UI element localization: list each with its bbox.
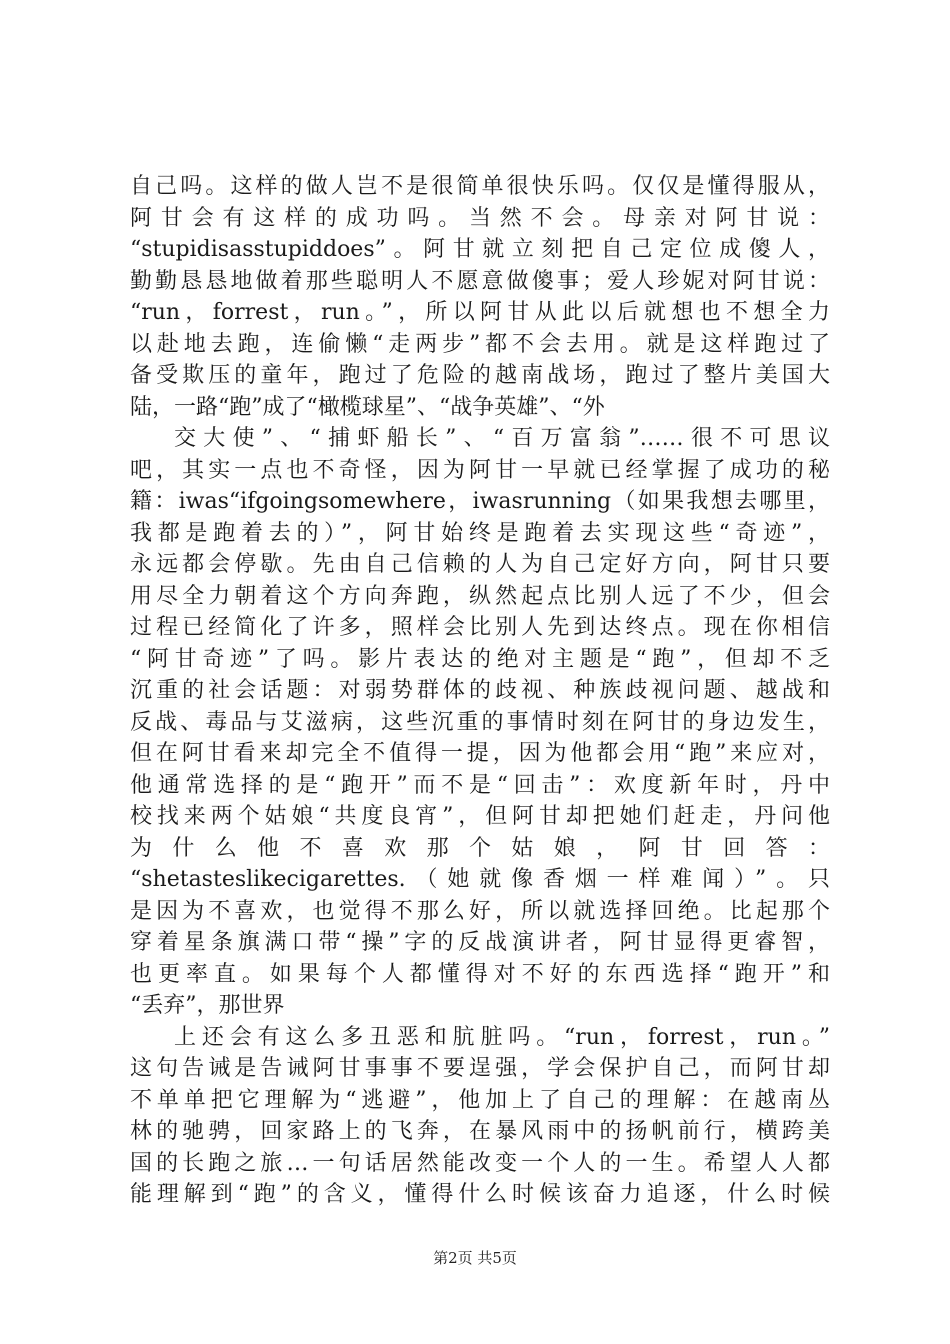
text-line: 校找来两个姑娘“共度良宵”，但阿甘却把她们赶走，丹问他: [130, 804, 830, 829]
text-line: 备受欺压的童年，跑过了危险的越南战场，跑过了整片美国大: [130, 363, 830, 388]
text-line: 也更率直。如果每个人都懂得对不好的东西选择“跑开”和: [130, 961, 830, 987]
text-line: “stupidisasstupiddoes”。阿甘就立刻把自己定位成傻人，: [130, 237, 830, 262]
text-line: 为什么他不喜欢那个姑娘，阿甘回答：: [130, 835, 830, 861]
text-line: 不单单把它理解为“逃避”，他加上了自己的理解：在越南丛: [130, 1087, 830, 1113]
text-line: 反战、毒品与艾滋病，这些沉重的事情时刻在阿甘的身边发生，: [130, 709, 830, 735]
text-line: 上还会有这么多丑恶和肮脏吗。“run，forrest，run。”: [174, 1024, 830, 1050]
text-line: 沉重的社会话题：对弱势群体的歧视、种族歧视问题、越战和: [130, 678, 830, 703]
text-line: 过程已经简化了许多，照样会比别人先到达终点。现在你相信: [130, 615, 830, 640]
text-line: 永远都会停歇。先由自己信赖的人为自己定好方向，阿甘只要: [130, 552, 830, 577]
body-text: [130, 171, 830, 1211]
text-line: 我都是跑着去的）”，阿甘始终是跑着去实现这些“奇迹”，: [130, 520, 830, 546]
text-line: 陆，一路“跑”成了“橄榄球星”、“战争英雄”、“外: [130, 394, 605, 420]
text-line: “丢弃”，那世界: [130, 993, 285, 1018]
text-line: “run，forrest，run。”，所以阿甘从此以后就想也不想全力: [130, 300, 830, 325]
text-line: 能理解到“跑”的含义，懂得什么时候该奋力追逐，什么时候: [130, 1182, 830, 1207]
page-number-footer: 第2页 共5页: [433, 1249, 517, 1267]
text-line: 籍：iwas“ifgoingsomewhere，iwasrunning（如果我想去哪里，: [130, 489, 830, 514]
text-line: “shetasteslikecigarettes.（她就像香烟一样难闻）”。只: [130, 867, 830, 892]
text-line: 穿着星条旗满口带“操”字的反战演讲者，阿甘显得更睿智，: [130, 930, 830, 955]
text-line: 交大使”、“捕虾船长”、“百万富翁”……很不可思议: [174, 426, 830, 451]
text-line: 但在阿甘看来却完全不值得一提，因为他都会用“跑”来应对，: [130, 741, 830, 766]
text-line: 是因为不喜欢，也觉得不那么好，所以就选择回绝。比起那个: [130, 898, 830, 924]
text-line: 国的长跑之旅…一句话居然能改变一个人的一生。希望人人都: [130, 1150, 830, 1176]
text-line: 阿甘会有这样的成功吗。当然不会。母亲对阿甘说：: [130, 205, 830, 231]
text-line: “阿甘奇迹”了吗。影片表达的绝对主题是“跑”，但却不乏: [130, 646, 830, 672]
text-line: 吧，其实一点也不奇怪，因为阿甘一早就已经掌握了成功的秘: [130, 457, 830, 483]
text-line: 用尽全力朝着这个方向奔跑，纵然起点比别人远了不少，但会: [130, 583, 830, 609]
text-line: 林的驰骋，回家路上的飞奔，在暴风雨中的扬帆前行，横跨美: [130, 1119, 830, 1144]
text-line: 勤勤恳恳地做着那些聪明人不愿意做傻事；爱人珍妮对阿甘说：: [130, 268, 830, 294]
text-line: 这句告诫是告诫阿甘事事不要逞强，学会保护自己，而阿甘却: [130, 1056, 830, 1081]
text-line: 以赴地去跑，连偷懒“走两步”都不会去用。就是这样跑过了: [130, 331, 830, 357]
text-line: 他通常选择的是“跑开”而不是“回击”：欢度新年时，丹中: [130, 772, 830, 798]
text-line: 自己吗。这样的做人岂不是很简单很快乐吗。仅仅是懂得服从，: [130, 174, 830, 199]
